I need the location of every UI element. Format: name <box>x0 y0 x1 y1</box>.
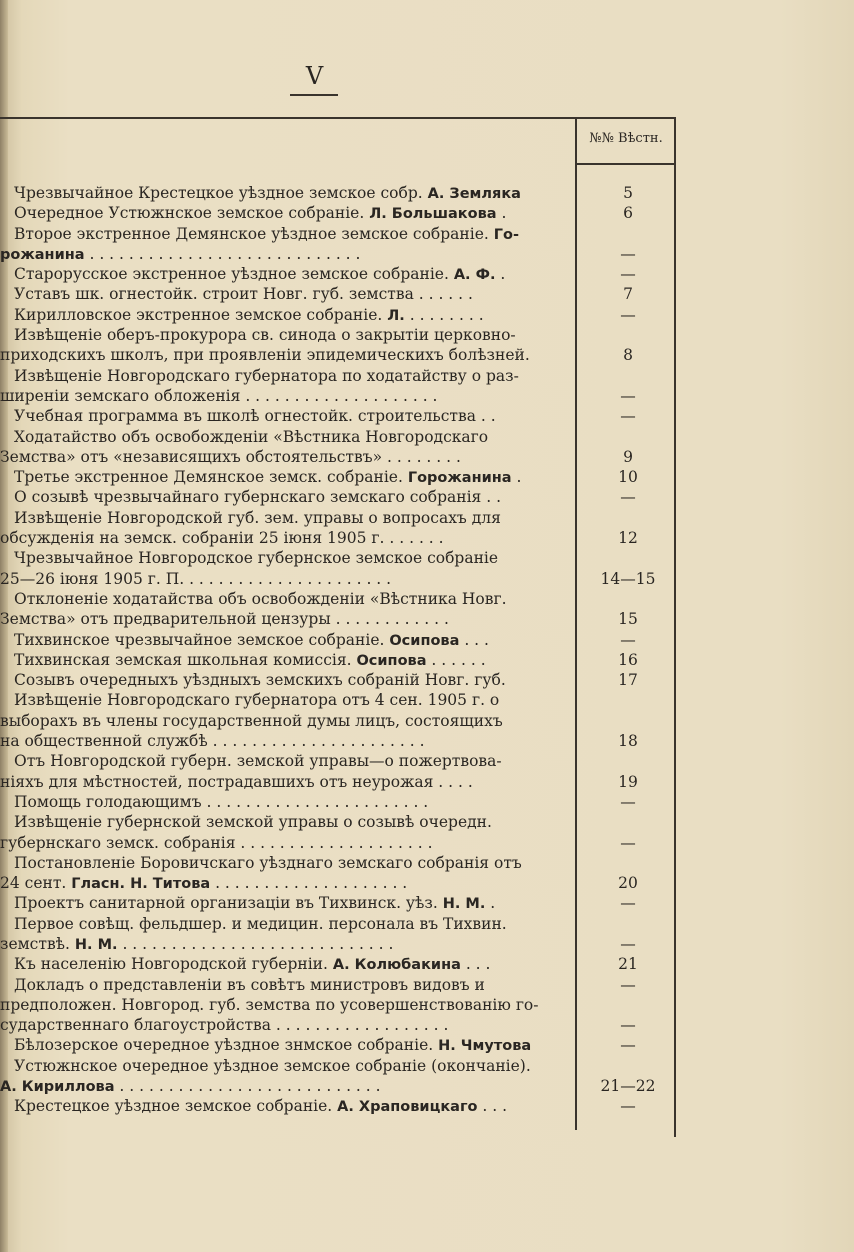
entry-text: О созывѣ чрезвычайнаго губернскаго земскаго собранія . . <box>14 488 502 507</box>
entry-issue-number: 17 <box>618 671 638 690</box>
toc-entry <box>0 487 672 507</box>
entry-issue-number: 21 <box>618 955 638 974</box>
entry-title <box>0 508 571 528</box>
entry-issue-number: — <box>620 894 636 913</box>
toc-entry <box>0 508 672 528</box>
entry-text: Чрезвычайное Новгородское губернское земское собраніе <box>14 549 499 568</box>
entry-title <box>0 467 571 488</box>
entry-issue-number: — <box>620 1016 636 1035</box>
entry-author: Гласн. Н. Титова <box>71 876 211 893</box>
entry-text: выборахъ въ члены государственной думы лицъ, состоящихъ <box>0 711 503 730</box>
entry-text: Извѣщеніе губернской земской управы о созывѣ очередн. <box>14 813 492 832</box>
entry-text: Помощь голодающимъ . . . . . . . . . . . . . . . . . . . . . . . <box>14 792 429 811</box>
toc-entry <box>0 264 672 284</box>
entry-title <box>0 650 571 671</box>
toc-entry <box>0 650 672 670</box>
entry-leader: . . . . . . . . <box>404 305 484 324</box>
entry-title <box>0 731 571 751</box>
toc-entry <box>0 711 672 731</box>
entry-title <box>0 203 571 224</box>
entry-text: Учебная программа въ школѣ огнестойк. строительства . . <box>14 407 496 426</box>
toc-entry <box>0 406 672 426</box>
entry-title <box>0 589 571 609</box>
entry-text: Извѣщеніе Новгородскаго губернатора по ходатайству о раз- <box>14 366 519 385</box>
toc-entry <box>0 325 672 345</box>
toc-entry <box>0 224 672 244</box>
toc-entry <box>0 792 672 812</box>
entry-text: Кирилловское экстренное земское собраніе. <box>14 305 388 324</box>
entry-issue-number: — <box>620 407 636 426</box>
toc-entry <box>0 467 672 487</box>
entry-author: Н. Чмутова <box>438 1038 532 1055</box>
entry-text: Уставъ шк. огнестойк. строит Новг. губ. земства . . . . . . <box>14 285 473 304</box>
entry-text: Постановленіе Боровичскаго уѣзднаго земскаго собранія отъ <box>14 853 522 872</box>
entry-leader: . . . . . . . . . . . . . . . . . . . . <box>210 874 408 893</box>
entry-text: Тихвинская земская школьная комиссія. <box>14 650 357 669</box>
entry-leader: . . . . . . <box>426 650 486 669</box>
toc-entry <box>0 1015 672 1035</box>
entry-author: Н. М. <box>74 936 118 953</box>
entry-title <box>0 670 571 690</box>
entry-author: А. Храповицкаго <box>337 1099 478 1116</box>
entry-issue-number: — <box>620 244 636 263</box>
toc-entry <box>0 305 672 325</box>
entry-text: предположен. Новгород. губ. земства по усовершенствованію го- <box>0 995 539 1014</box>
entry-issue-number: — <box>620 305 636 324</box>
entry-issue-number: — <box>620 792 636 811</box>
entry-title <box>0 548 571 568</box>
entry-title <box>0 690 571 710</box>
entry-text: обсужденія на земск. собраніи 25 іюня 1905 г. . . . . . . <box>0 529 444 548</box>
entry-title <box>0 447 571 467</box>
entry-issue-number: — <box>620 1036 636 1055</box>
entry-text: сударственнаго благоустройства . . . . . . . . . . . . . . . . . . <box>0 1016 449 1035</box>
entry-issue-number: 14—15 <box>600 569 656 588</box>
entry-text: Докладъ о представленіи въ совѣтъ министровъ видовъ и <box>14 975 485 994</box>
page-number-underline <box>290 94 338 96</box>
toc-entry <box>0 569 672 589</box>
entry-issue-number: — <box>620 833 636 852</box>
entry-issue-number: 21—22 <box>600 1077 656 1096</box>
toc-entry <box>0 670 672 690</box>
toc-entry <box>0 447 672 467</box>
toc-entry <box>0 914 672 934</box>
entry-issue-number: 15 <box>618 610 638 629</box>
entry-title <box>0 975 571 995</box>
table-of-contents <box>0 183 672 1117</box>
entry-title <box>0 1056 571 1076</box>
entry-title <box>0 772 571 792</box>
entry-leader: . . . . . . . . . . . . . . . . . . . . . . . . . . . . <box>117 934 394 953</box>
entry-leader: . <box>495 265 506 284</box>
entry-issue-number: 18 <box>618 732 638 751</box>
entry-text: ширеніи земскаго обложенія . . . . . . . . . . . . . . . . . . . . <box>0 386 438 405</box>
entry-title <box>0 1035 571 1056</box>
entry-issue-number: 20 <box>618 874 638 893</box>
entry-issue-number: 9 <box>623 447 633 466</box>
entry-text: губернскаго земск. собранія . . . . . . . . . . . . . . . . . . . . <box>0 833 433 852</box>
entry-title <box>0 711 571 731</box>
page-number: V <box>305 62 325 90</box>
entry-text: Извѣщеніе Новгородскаго губернатора отъ 4 сен. 1905 г. о <box>14 691 500 710</box>
entry-title <box>0 609 571 629</box>
entry-author: Н. М. <box>442 896 486 913</box>
entry-title <box>0 345 571 365</box>
entry-author: Осипова <box>389 632 460 649</box>
toc-entry <box>0 731 672 751</box>
entry-title <box>0 406 571 426</box>
entry-text: Къ населенію Новгородской губерніи. <box>14 955 333 974</box>
entry-issue-number: 6 <box>623 204 633 223</box>
entry-leader: . <box>496 204 507 223</box>
toc-entry <box>0 1035 672 1055</box>
entry-text: Отъ Новгородской губерн. земской управы—о пожертвова- <box>14 752 502 771</box>
entry-title <box>0 954 571 975</box>
entry-title <box>0 1015 571 1035</box>
toc-entry <box>0 893 672 913</box>
entry-leader: . . . <box>477 1097 508 1116</box>
entry-title <box>0 1076 571 1097</box>
entry-author: А. Ф. <box>453 267 496 284</box>
entry-title <box>0 386 571 406</box>
entry-title <box>0 833 571 853</box>
entry-text: приходскихъ школъ, при проявленіи эпидемическихъ болѣзней. <box>0 346 530 365</box>
toc-entry <box>0 995 672 1015</box>
entry-text: Устюжнское очередное уѣздное земское собраніе (окончаніе). <box>14 1056 531 1075</box>
toc-entry <box>0 690 672 710</box>
entry-title <box>0 427 571 447</box>
toc-entry <box>0 427 672 447</box>
entry-text: Ходатайство объ освобожденіи «Вѣстника Новгородскаго <box>14 427 489 446</box>
entry-author: Л. Большакова <box>369 206 497 223</box>
entry-title <box>0 183 571 204</box>
entry-title <box>0 244 571 265</box>
toc-entry <box>0 975 672 995</box>
toc-entry <box>0 284 672 304</box>
entry-title <box>0 305 571 326</box>
entry-text: Отклоненіе ходатайства объ освобожденіи «Вѣстника Новг. <box>14 589 507 608</box>
entry-text: Земства» отъ предварительной цензуры . . . . . . . . . . . . <box>0 610 449 629</box>
entry-leader: . . . . . . . . . . . . . . . . . . . . . . . . . . . . <box>84 244 361 263</box>
entry-title <box>0 569 571 589</box>
toc-entry <box>0 609 672 629</box>
entry-issue-number: — <box>620 488 636 507</box>
entry-issue-number: — <box>620 265 636 284</box>
entry-issue-number: — <box>620 934 636 953</box>
entry-title <box>0 325 571 345</box>
toc-entry <box>0 366 672 386</box>
entry-text: Земства» отъ «независящихъ обстоятельствъ» . . . . . . . . <box>0 447 461 466</box>
toc-entry <box>0 812 672 832</box>
entry-leader: . . . . . . . . . . . . . . . . . . . . . . . . . . . <box>114 1077 381 1096</box>
entry-text: Крестецкое уѣздное земское собраніе. <box>14 1097 338 1116</box>
entry-issue-number: 10 <box>618 468 638 487</box>
entry-title <box>0 853 571 873</box>
toc-entry <box>0 954 672 974</box>
entry-text: Бѣлозерское очередное уѣздное знмское собраніе. <box>14 1036 439 1055</box>
entry-author: рожанина <box>0 246 85 263</box>
toc-entry <box>0 1056 672 1076</box>
toc-entry <box>0 1096 672 1116</box>
entry-title <box>0 630 571 651</box>
entry-title <box>0 873 571 894</box>
entry-title <box>0 914 571 934</box>
entry-title <box>0 284 571 304</box>
entry-title <box>0 792 571 812</box>
entry-issue-number: 5 <box>623 184 633 202</box>
entry-leader: . <box>485 894 496 913</box>
entry-author: А. Колюбакина <box>332 957 461 974</box>
entry-title <box>0 1096 571 1117</box>
toc-entry <box>0 183 672 203</box>
entry-issue-number: — <box>620 386 636 405</box>
entry-issue-number: — <box>620 975 636 994</box>
toc-entry <box>0 528 672 548</box>
entry-text: Извѣщеніе оберъ-прокурора св. синода о закрытіи церковно- <box>14 326 516 345</box>
entry-text: Третье экстренное Демянское земск. собраніе. <box>14 468 408 487</box>
entry-text: Тихвинское чрезвычайное земское собраніе. <box>14 630 390 649</box>
toc-entry <box>0 934 672 954</box>
entry-author: А. Кириллова <box>0 1079 115 1096</box>
entry-title <box>0 995 571 1015</box>
entry-text: Второе экстренное Демянское уѣздное земское собраніе. <box>14 224 494 243</box>
entry-title <box>0 528 571 548</box>
issue-number-column-header: №№ Вѣстн. <box>589 131 663 146</box>
toc-entry <box>0 244 672 264</box>
column-header-rule <box>575 163 676 165</box>
toc-entry <box>0 833 672 853</box>
entry-author: Л. <box>387 307 405 324</box>
toc-entry <box>0 386 672 406</box>
entry-issue-number: 16 <box>618 650 638 669</box>
entry-text: земствѣ. <box>0 934 75 953</box>
entry-text: Созывъ очередныхъ уѣздныхъ земскихъ собраній Новг. губ. <box>14 671 506 690</box>
entry-text: Старорусское экстренное уѣздное земское собраніе. <box>14 265 454 284</box>
entry-issue-number: 12 <box>618 529 638 548</box>
entry-author: Осипова <box>356 652 427 669</box>
toc-entry <box>0 589 672 609</box>
entry-leader: . <box>511 468 522 487</box>
toc-entry <box>0 873 672 893</box>
toc-entry <box>0 345 672 365</box>
entry-leader: . . . <box>459 630 489 649</box>
entry-leader: . . . <box>460 955 491 974</box>
entry-text: Первое совѣщ. фельдшер. и медицин. персонала въ Тихвин. <box>14 914 507 933</box>
entry-author: Горожанина <box>407 470 512 487</box>
entry-text: Проектъ санитарной организаціи въ Тихвинск. уѣз. <box>14 894 443 913</box>
entry-title <box>0 934 571 955</box>
toc-entry <box>0 1076 672 1096</box>
entry-text: Очередное Устюжнское земское собраніе. <box>14 204 370 223</box>
entry-text: на общественной службѣ . . . . . . . . . . . . . . . . . . . . . . <box>0 732 425 751</box>
toc-entry <box>0 630 672 650</box>
entry-issue-number: — <box>620 630 636 649</box>
entry-issue-number: — <box>620 1097 636 1116</box>
entry-text: Чрезвычайное Крестецкое уѣздное земское собр. <box>14 184 428 202</box>
toc-entry <box>0 853 672 873</box>
entry-text: 25—26 іюня 1905 г. П. . . . . . . . . . . . . . . . . . . . . . <box>0 569 392 588</box>
toc-entry <box>0 548 672 568</box>
entry-author: Го- <box>493 226 519 243</box>
entry-title <box>0 893 571 914</box>
entry-title <box>0 264 571 285</box>
entry-issue-number: 19 <box>618 772 638 791</box>
entry-author: А. Земляка <box>427 186 521 202</box>
entry-title <box>0 812 571 832</box>
entry-issue-number: 7 <box>623 285 633 304</box>
entry-text: ніяхъ для мѣстностей, пострадавшихъ отъ неурожая . . . . <box>0 772 473 791</box>
entry-title <box>0 366 571 386</box>
entry-text: 24 сент. <box>0 874 72 893</box>
toc-entry <box>0 751 672 771</box>
entry-title <box>0 751 571 771</box>
toc-entry <box>0 203 672 223</box>
entry-text: Извѣщеніе Новгородской губ. зем. управы о вопросахъ для <box>14 508 501 527</box>
entry-title <box>0 224 571 245</box>
entry-issue-number: 8 <box>623 346 633 365</box>
toc-entry <box>0 772 672 792</box>
entry-title <box>0 487 571 507</box>
